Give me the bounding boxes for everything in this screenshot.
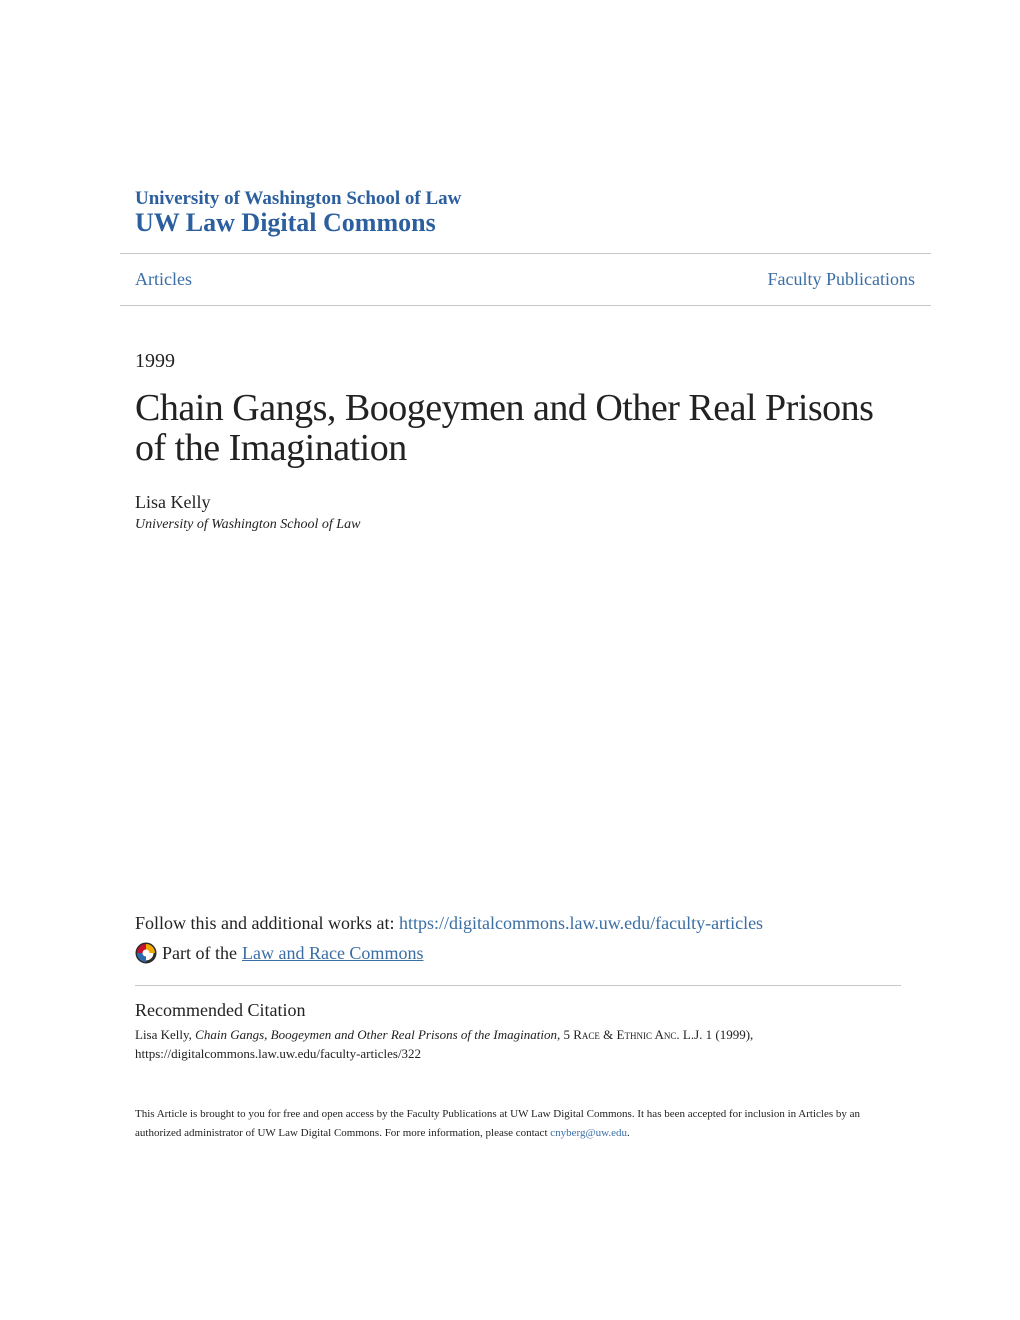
notice-end: . [626, 1127, 630, 1139]
access-notice [135, 1105, 895, 1143]
faculty-publications-link[interactable]: Faculty Publications [767, 269, 915, 289]
institution-name[interactable]: University of Washington School of Law [135, 188, 462, 209]
part-of-line [135, 942, 423, 964]
notice-text: This Article is brought to you for free and open access by the Faculty Publications at UW Law Digital Commons. It has been accepted for inclusion in Articles by an authorized administrator of UW Law Digital Commons. For more information, please contact [135, 1108, 861, 1139]
author-name: Lisa Kelly [135, 492, 211, 512]
part-of-prefix: Part of the [162, 942, 237, 963]
citation-author: Lisa Kelly, [135, 1027, 196, 1042]
citation-url: https://digitalcommons.law.uw.edu/faculty-articles/322 [135, 1046, 422, 1061]
author-affiliation: University of Washington School of Law [135, 517, 361, 532]
publication-year: 1999 [135, 350, 175, 372]
header-divider [120, 253, 931, 254]
article-title: Chain Gangs, Boogeymen and Other Real Prisons of the Imagination [135, 387, 874, 469]
law-and-race-commons-link[interactable]: Law and Race Commons [241, 942, 424, 963]
recommended-citation-text [135, 1025, 895, 1063]
nav-divider [120, 305, 931, 306]
follow-line [135, 913, 763, 934]
recommended-citation-heading: Recommended Citation [135, 1000, 306, 1020]
citation-rest: 1 (1999), [702, 1027, 754, 1042]
repository-name[interactable]: UW Law Digital Commons [135, 208, 436, 237]
follow-prefix: Follow this and additional works at: [135, 913, 399, 933]
citation-journal: Race & Ethnic Anc. L.J. [573, 1027, 703, 1042]
articles-link[interactable]: Articles [135, 269, 192, 289]
citation-title: Chain Gangs, Boogeymen and Other Real Prisons of the Imagination [195, 1027, 557, 1042]
network-icon [135, 942, 157, 964]
follow-divider [135, 985, 901, 986]
contact-email-link[interactable]: cnyberg@uw.edu [550, 1127, 627, 1139]
citation-volume: , 5 [556, 1027, 574, 1042]
faculty-articles-link[interactable]: https://digitalcommons.law.uw.edu/faculty-articles [398, 913, 764, 933]
